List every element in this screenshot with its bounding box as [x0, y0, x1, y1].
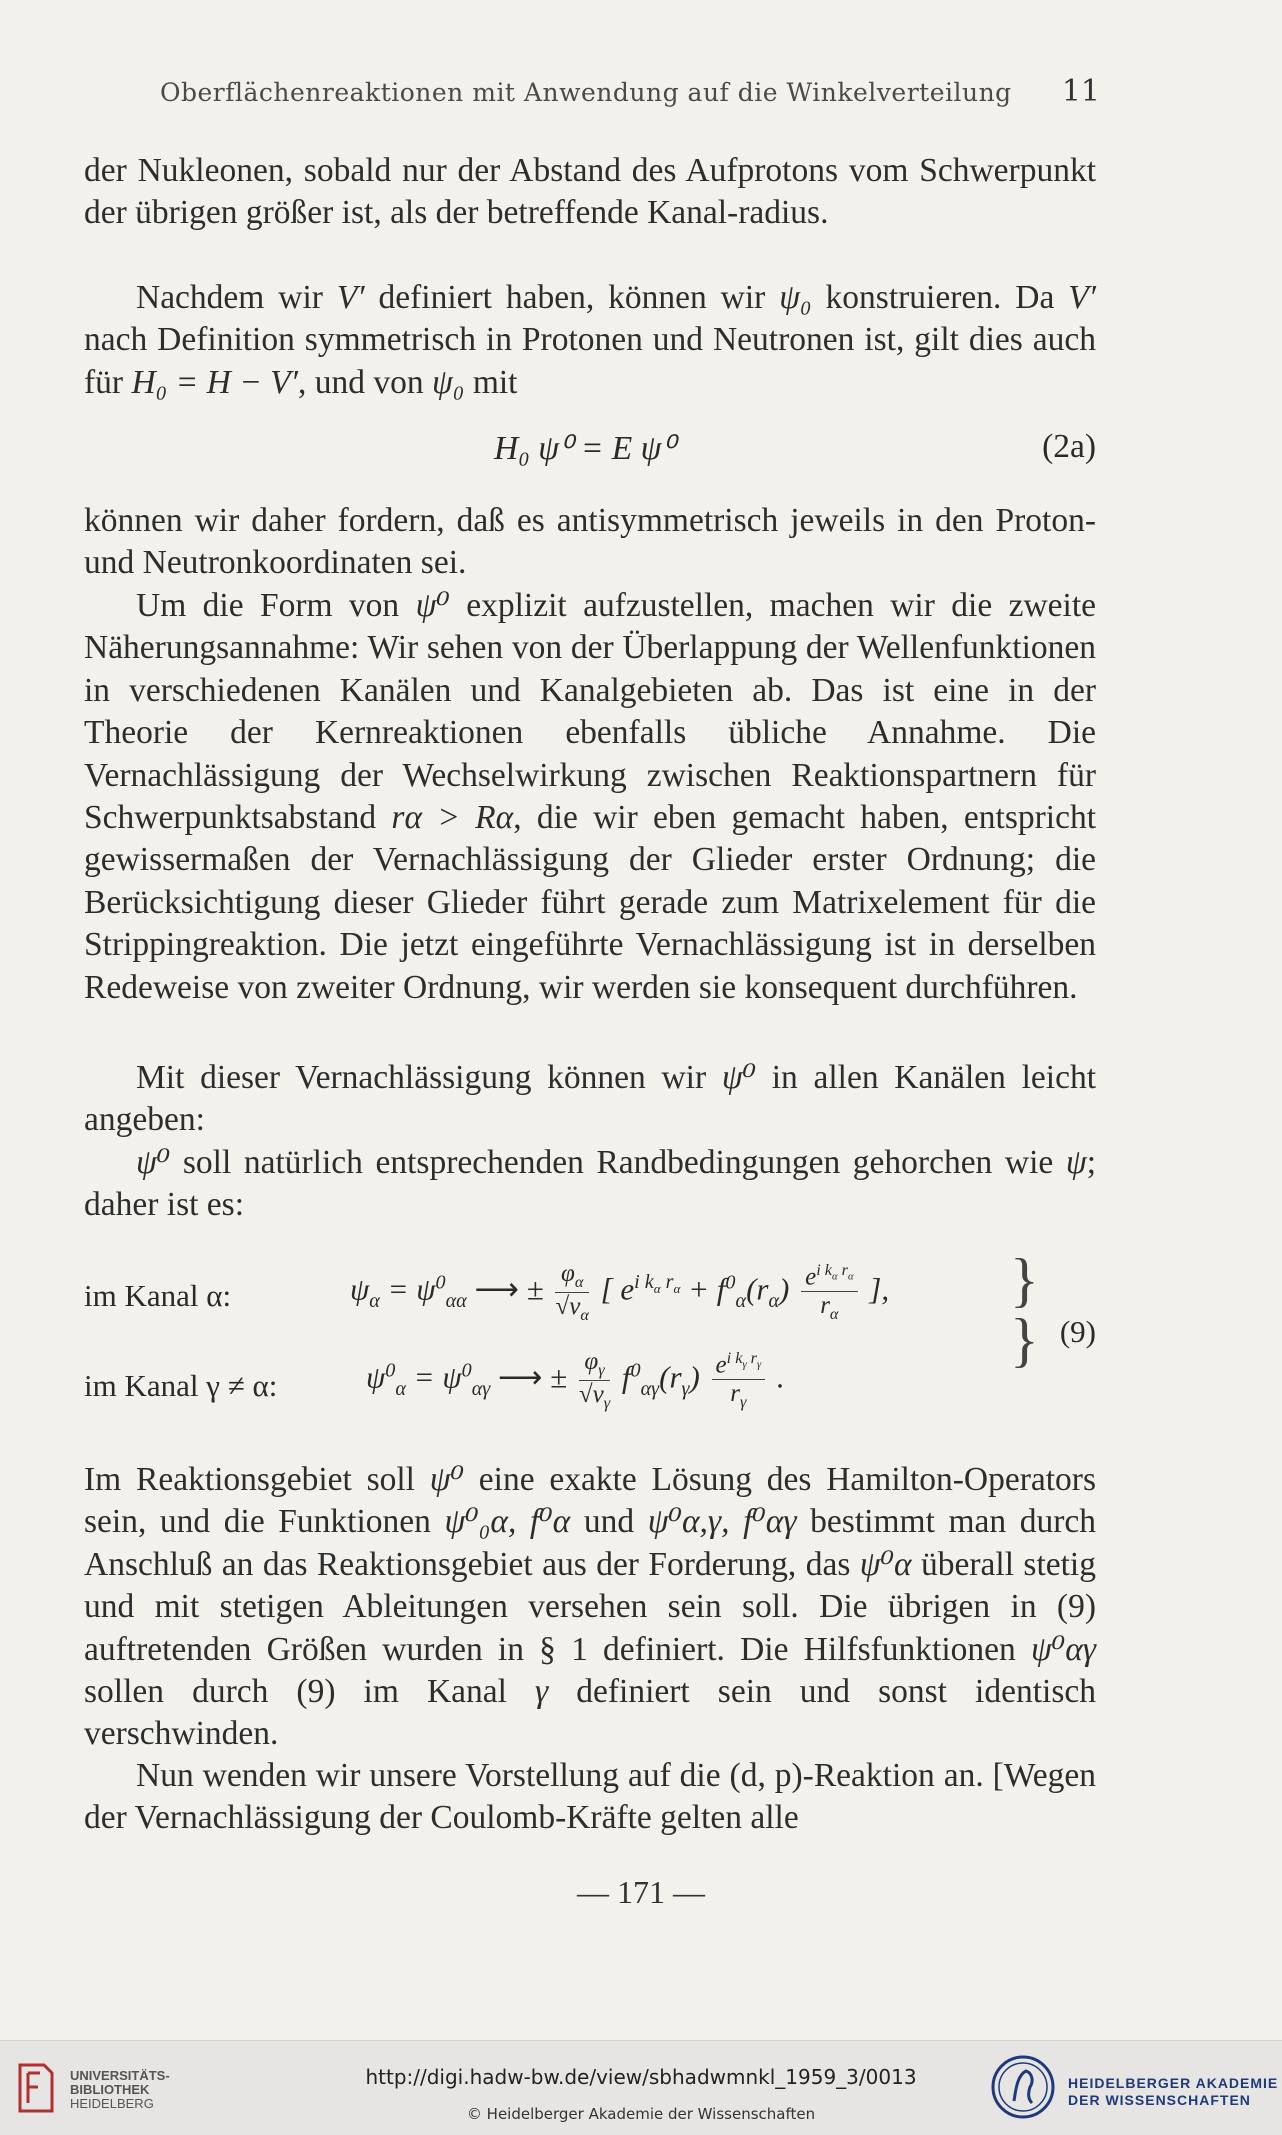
text-span: Nachdem wir: [136, 279, 337, 316]
text-span: ; daher ist es:: [84, 1144, 1096, 1224]
text-span: soll natürlich entsprechenden Randbedingungen gehorchen wie: [170, 1144, 1066, 1181]
text-span: eine exakte Lösung des Hamilton-Operators sein, und die Funktionen: [84, 1461, 1097, 1541]
math-V-prime: V′: [336, 279, 365, 316]
paragraph-text: der Nukleonen, sobald nur der Abstand des Aufprotons vom Schwerpunkt der übrigen größer ist, als der betreffende Kanal-radius.: [84, 152, 1096, 232]
header-page-number: 11: [1061, 74, 1100, 109]
running-title: Oberflächenreaktionen mit Anwendung auf die Winkelverteilung: [160, 78, 1012, 107]
paragraph-5: [84, 1057, 1096, 1142]
math-psi0: ψ⁰: [415, 587, 450, 624]
text-span: sollen durch (9) im Kanal: [84, 1673, 535, 1711]
paragraph-text: können wir daher fordern, daß es antisymmetrisch jeweils in den Proton- und Neutronkoordinaten sei.: [84, 502, 1096, 582]
math-functions: ψ⁰₀α, f⁰α: [444, 1503, 571, 1541]
text-span: Mit dieser Vernachlässigung können wir: [136, 1059, 722, 1096]
text-span: Im Reaktionsgebiet soll: [84, 1461, 430, 1498]
equation-expression: H₀ ψ⁰ = E ψ⁰: [494, 430, 675, 467]
math-psi0-alpha: ψ⁰α: [859, 1545, 912, 1583]
paragraph-3: [84, 500, 1096, 585]
copyright-notice: © Heidelberger Akademie der Wissenschaften: [466, 2105, 816, 2123]
channel-label: im Kanal γ ≠ α:: [84, 1368, 278, 1403]
text-span: nach Definition symmetrisch in Protonen und Neutronen ist, gilt dies auch für: [84, 321, 1096, 401]
university-line: BIBLIOTHEK: [70, 2082, 150, 2097]
academy-seal-icon: [990, 2051, 1056, 2123]
formula-channel-gamma: $\psi^0_\alpha = \psi^0_{\alpha\gamma}$ ⟶ ± $\frac{\varphi_\gamma}{√v_\gamma}$ $f^0_{\alpha\gamma}(r_\gamma)$ $\frac{e^{i k_\gamma r_\gamma}}{r_\gamma}$ .: [366, 1348, 785, 1412]
academy-line: DER WISSENSCHAFTEN: [1068, 2092, 1251, 2108]
academy-line: HEIDELBERGER AKADEMIE: [1068, 2075, 1279, 2091]
running-header: [160, 74, 1100, 118]
math-inequality: rα > Rα: [391, 799, 514, 837]
text-span: bestimmt man durch Anschluß an das Reaktionsgebiet aus der Forderung, das: [84, 1503, 1097, 1583]
text-span: in allen Kanälen leicht angeben:: [84, 1059, 1096, 1139]
text-span: überall stetig und mit stetigen Ableitungen versehen sein soll. Die übrigen in (9) auftretenden Größen wurden in § 1 definiert. Die Hilfsfunktionen: [84, 1545, 1096, 1668]
math-functions: ψ⁰α,γ, f⁰αγ: [647, 1503, 797, 1541]
math-psi0: ψ⁰: [136, 1144, 171, 1181]
text-span: , die wir eben gemacht haben, entspricht gewissermaßen der Vernachlässigung der Glieder erster Ordnung; die Berücksichtigung dieser Glieder führt gerade zum Matrixelement für die Strippingreaktion. Die jetzt eingeführte Vernachlässigung ist in derselben Redeweise von zweiter Ordnung, wir werden sie konsequent durchführen.: [84, 799, 1096, 1006]
math-gamma: γ: [535, 1673, 549, 1711]
paragraph-2: [84, 277, 1096, 404]
equation-9: [84, 1247, 1096, 1430]
math-psi0: ψ₀: [431, 363, 465, 401]
curly-brace: } }: [1010, 1247, 1039, 1373]
channel-label: im Kanal α:: [84, 1278, 232, 1313]
formula-channel-alpha: $\psi_\alpha = \psi^0_{\alpha\alpha}$ ⟶ ± $\frac{\varphi_\alpha}{√v_\alpha}$ [ $e^{i k_\alpha r_\alpha} + f^0_\alpha(r_\alpha)$ $\frac{e^{i k_\alpha r_\alpha}}{r_\alpha}$ ],: [350, 1260, 890, 1324]
paragraph-8: [84, 1755, 1096, 1840]
paragraph-4: [84, 585, 1096, 1009]
equation-tag: (9): [1059, 1314, 1096, 1349]
paragraph-1: [84, 150, 1096, 235]
text-span: konstruieren. Da: [811, 279, 1069, 316]
text-span: explizit aufzustellen, machen wir die zweite Näherungsannahme: Wir sehen von der Überlappung der Wellenfunktionen in verschiedenen Kanälen und Kanalgebieten ab. Das ist eine in der Theorie der Kernreaktionen ebenfalls übliche Annahme. Die Vernachlässigung der Wechselwirkung zwischen Reaktionspartnern für Schwerpunktsabstand: [84, 587, 1096, 837]
equation-tag: (2a): [1042, 428, 1096, 465]
math-psi0: ψ⁰: [721, 1059, 757, 1096]
text-span: und: [570, 1503, 648, 1541]
math-psi0-alpha-gamma: ψ⁰αγ: [1030, 1630, 1096, 1668]
text-span: Um die Form von: [136, 587, 416, 624]
text-span: mit: [464, 363, 518, 401]
academy-name: [1068, 2075, 1278, 2109]
permalink-url[interactable]: http://digi.hadw-bw.de/view/sbhadwmnkl_1959_3/0013: [365, 2065, 917, 2089]
math-H0-definition: H₀ = H − V′: [131, 363, 298, 401]
paragraph-7: [84, 1459, 1096, 1756]
university-line: HEIDELBERG: [70, 2096, 154, 2111]
math-V-prime: V′: [1068, 279, 1097, 316]
text-span: , und von: [297, 363, 432, 401]
university-line: UNIVERSITÄTS-: [70, 2068, 170, 2083]
footer-bar: [0, 2040, 1282, 2135]
paragraph-text: Nun wenden wir unsere Vorstellung auf die (d, p)-Reaktion an. [Wegen der Vernachlässigung der Coulomb-Kräfte gelten alle: [84, 1757, 1096, 1837]
math-psi0: ψ⁰: [429, 1461, 465, 1498]
equation-2a: [84, 428, 1096, 474]
text-span: definiert haben, können wir: [364, 279, 780, 316]
text-span: definiert sein und sonst identisch verschwinden.: [84, 1673, 1096, 1753]
printed-page-number: — 171 —: [577, 1874, 705, 1910]
math-psi: ψ: [1065, 1144, 1087, 1181]
paragraph-6: [84, 1142, 1096, 1227]
math-psi0: ψ₀: [779, 279, 812, 316]
